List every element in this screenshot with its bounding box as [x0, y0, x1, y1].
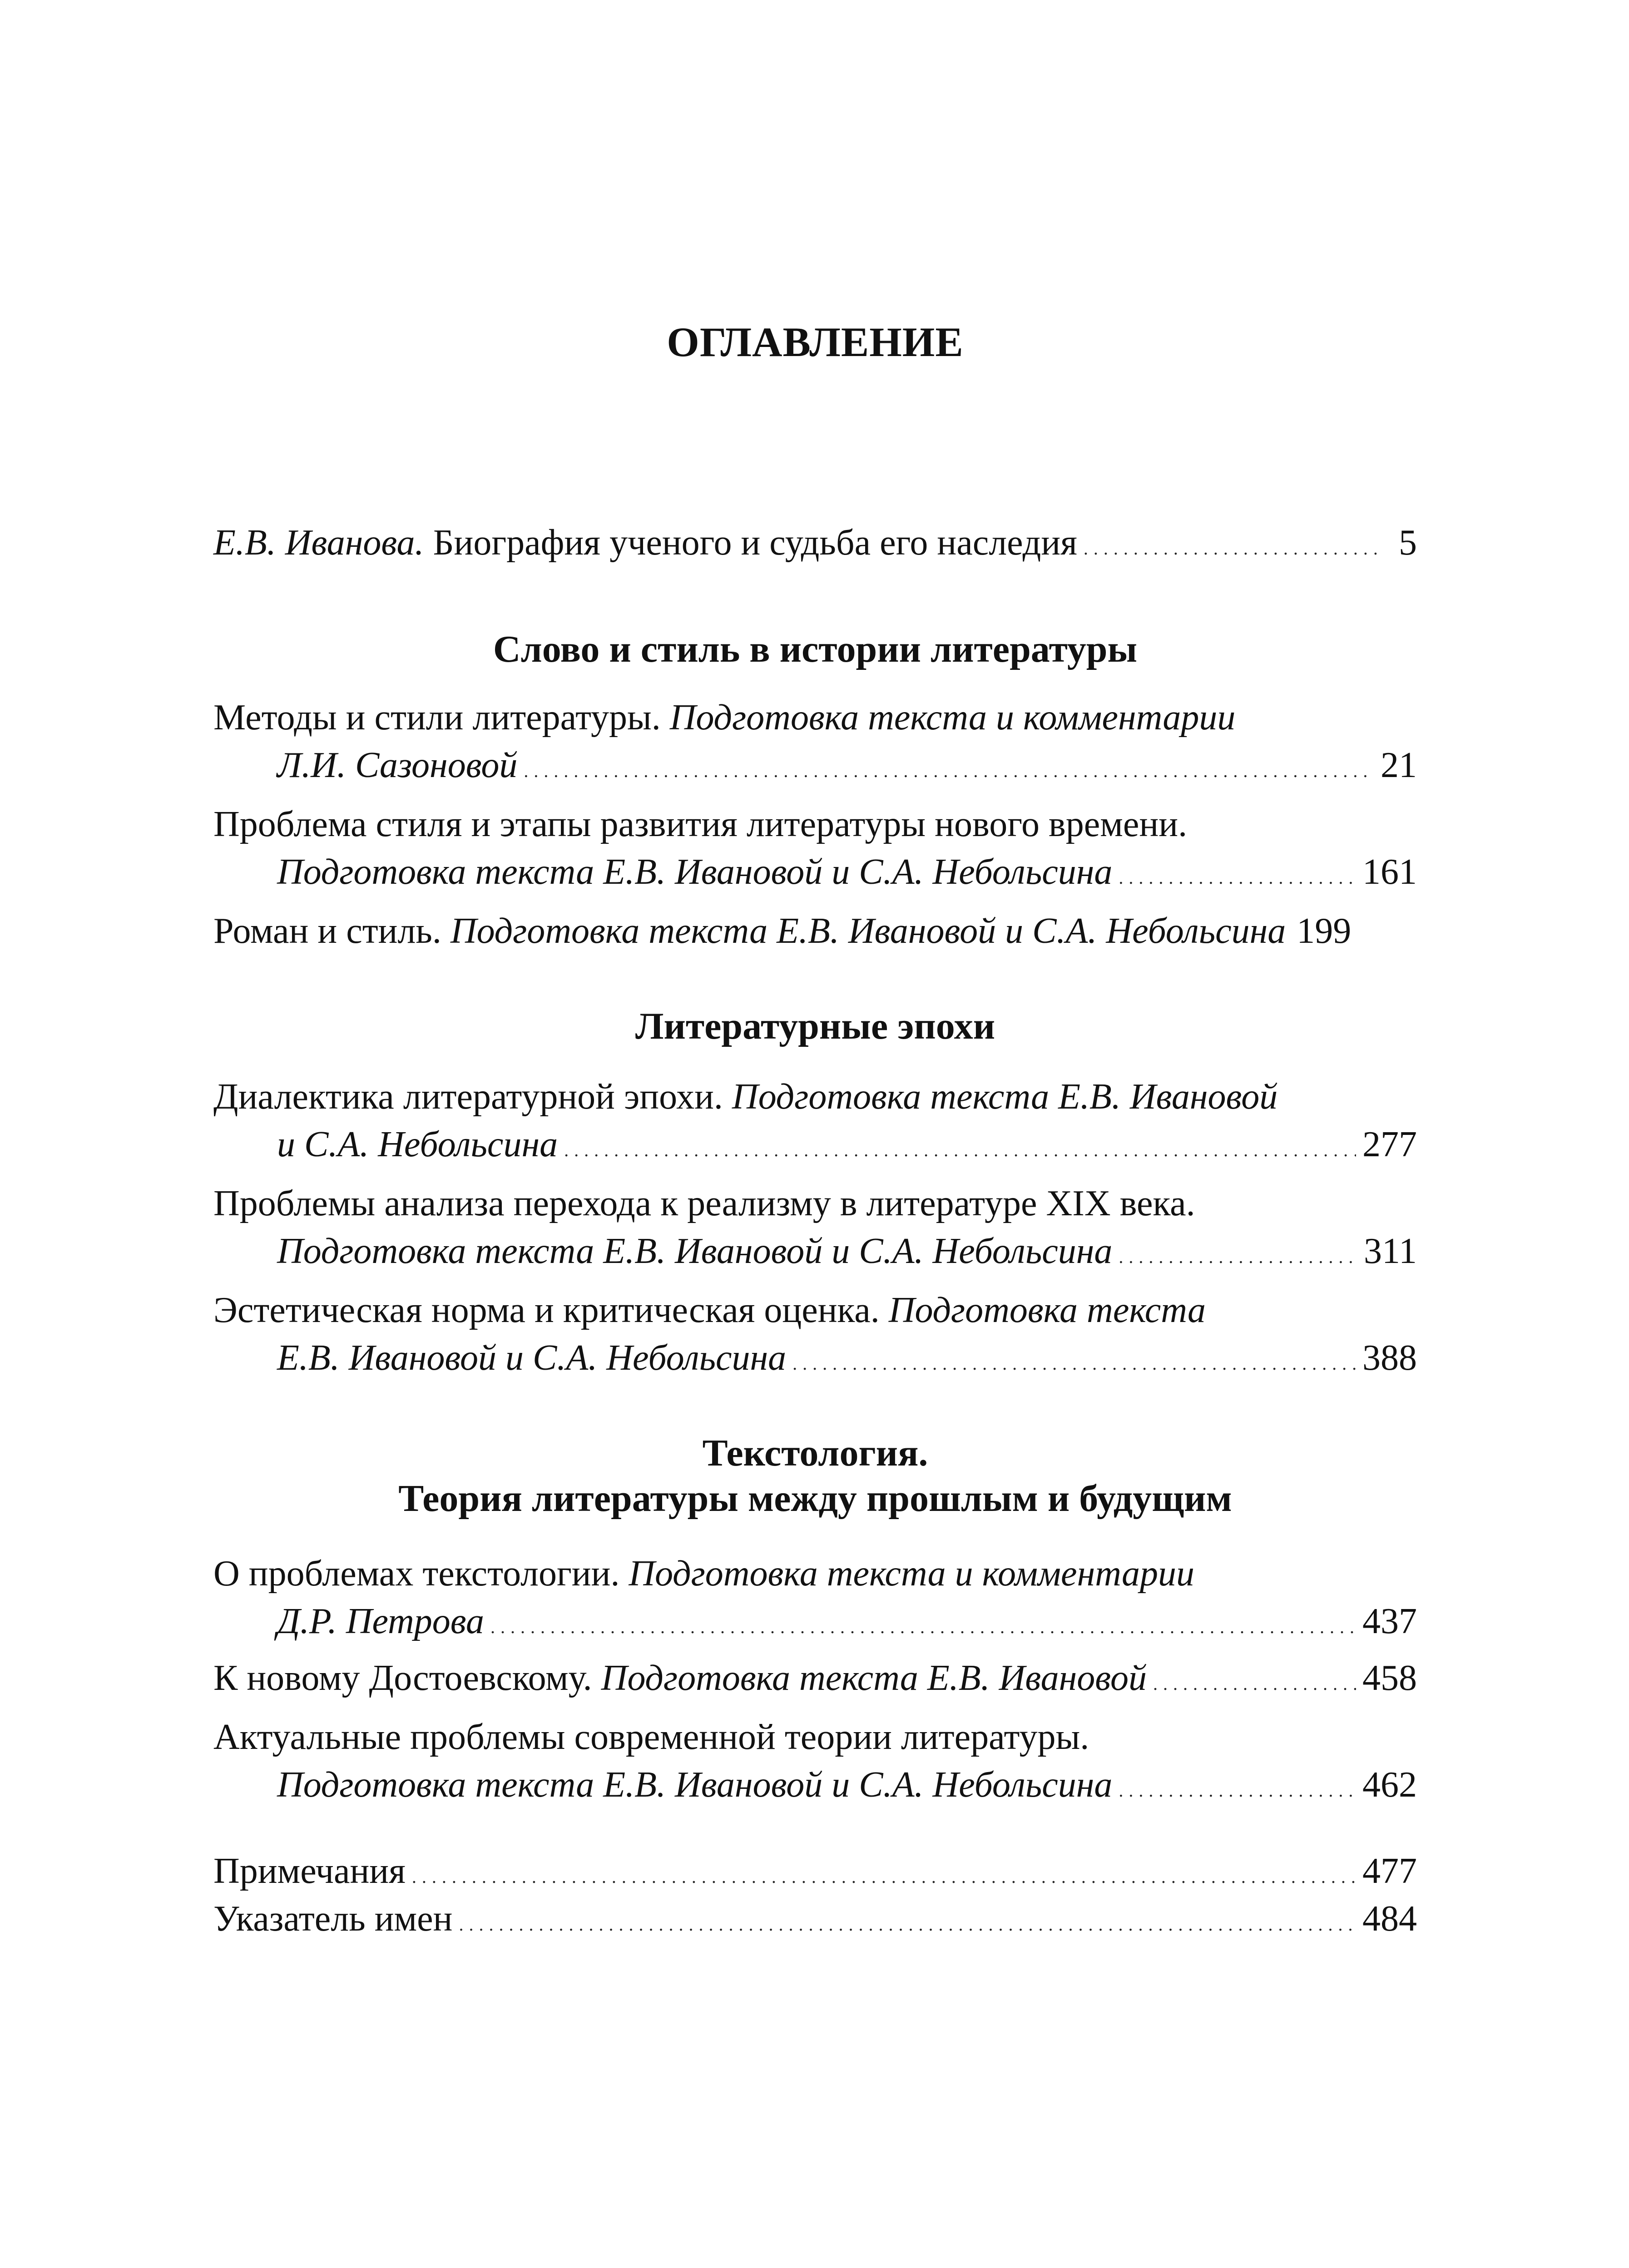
dot-leader — [564, 1119, 1356, 1175]
dot-leader — [1153, 1653, 1356, 1709]
entry-title: Методы и стили литературы. — [213, 698, 661, 738]
dot-leader — [792, 1333, 1356, 1389]
entry-credit: и С.А. Небольсина — [277, 1124, 558, 1164]
toc-entry-line[interactable] — [213, 799, 1417, 849]
section-title: Текстология. — [702, 1432, 928, 1474]
entry-credit: Подготовка текста Е.В. Ивановой — [732, 1077, 1278, 1117]
section-title: Литературные эпохи — [635, 1005, 995, 1047]
toc-entry-line[interactable] — [277, 1760, 1417, 1810]
toc-entry-line[interactable] — [277, 1596, 1417, 1646]
entry-credit: Подготовка текста Е.В. Ивановой — [601, 1658, 1147, 1698]
dot-leader — [1084, 518, 1383, 574]
entry-page: 21 — [1381, 745, 1417, 785]
dot-leader — [1119, 1226, 1357, 1282]
entry-title: Проблема стиля и этапы развития литературы нового времени. — [213, 804, 1188, 844]
entry-page: 462 — [1362, 1765, 1417, 1805]
toc-entry-line[interactable] — [213, 906, 1417, 956]
dot-leader — [1119, 1760, 1356, 1816]
entry-title: Примечания — [213, 1851, 406, 1891]
toc-entry-notes[interactable] — [213, 1846, 1417, 1896]
entry-title: Эстетическая норма и критическая оценка. — [213, 1290, 880, 1330]
entry-title: Актуальные проблемы современной теории литературы. — [213, 1717, 1089, 1757]
dot-leader — [459, 1894, 1356, 1950]
dot-leader — [490, 1596, 1356, 1652]
entry-title: Указатель имен — [213, 1899, 453, 1939]
entry-title: Диалектика литературной эпохи. — [213, 1077, 723, 1117]
entry-page: 277 — [1362, 1124, 1417, 1164]
page-title: ОГЛАВЛЕНИЕ — [667, 319, 964, 365]
entry-credit: Подготовка текста — [888, 1290, 1206, 1330]
entry-page: 161 — [1362, 852, 1417, 892]
entry-page: 5 — [1399, 523, 1417, 563]
toc-entry-index[interactable] — [213, 1894, 1417, 1944]
entry-title: Роман и стиль. — [213, 911, 441, 951]
entry-credit: Подготовка текста и комментарии — [629, 1554, 1194, 1594]
entry-title: Биография ученого и судьба его наследия — [433, 523, 1077, 563]
entry-title: О проблемах текстологии. — [213, 1554, 620, 1594]
entry-credit: Д.Р. Петрова — [277, 1601, 484, 1641]
entry-credit: Л.И. Сазоновой — [277, 745, 518, 785]
toc-entry-line[interactable] — [277, 847, 1417, 897]
entry-credit: Подготовка текста Е.В. Ивановой и С.А. Небольсина — [277, 1765, 1113, 1805]
toc-entry-line[interactable] — [277, 1333, 1417, 1383]
entry-credit: Подготовка текста Е.В. Ивановой и С.А. Небольсина — [450, 911, 1286, 951]
toc-entry-line[interactable] — [213, 693, 1417, 743]
entry-page: 484 — [1362, 1899, 1417, 1939]
section-subtitle: Теория литературы между прошлым и будущим — [398, 1477, 1232, 1520]
dot-leader — [524, 740, 1374, 796]
entry-page: 437 — [1362, 1601, 1417, 1641]
entry-page: 458 — [1362, 1658, 1417, 1698]
entry-page: 199 — [1297, 911, 1352, 951]
section-title: Слово и стиль в истории литературы — [493, 628, 1138, 670]
entry-page: 311 — [1363, 1231, 1417, 1271]
entry-title: Проблемы анализа перехода к реализму в литературе XIX века. — [213, 1184, 1195, 1223]
entry-credit: Подготовка текста Е.В. Ивановой и С.А. Небольсина — [277, 1231, 1113, 1271]
toc-entry-line[interactable] — [213, 1653, 1417, 1703]
toc-entry-line[interactable] — [277, 1119, 1417, 1169]
entry-author: Е.В. Иванова. — [213, 523, 424, 563]
toc-entry-line[interactable] — [213, 1072, 1417, 1122]
toc-entry-line[interactable] — [277, 1226, 1417, 1276]
entry-page: 388 — [1362, 1338, 1417, 1378]
entry-page: 477 — [1362, 1851, 1417, 1891]
entry-credit: Подготовка текста Е.В. Ивановой и С.А. Небольсина — [277, 852, 1113, 892]
toc-entry-intro[interactable] — [213, 518, 1417, 568]
toc-entry-line[interactable] — [213, 1712, 1417, 1762]
entry-credit: Подготовка текста и комментарии — [669, 698, 1236, 738]
toc-entry-line[interactable] — [213, 1549, 1417, 1599]
dot-leader — [1119, 847, 1356, 903]
toc-entry-line[interactable] — [213, 1179, 1417, 1228]
entry-title: К новому Достоевскому. — [213, 1658, 592, 1698]
toc-entry-line[interactable] — [277, 740, 1417, 790]
entry-credit: Е.В. Ивановой и С.А. Небольсина — [277, 1338, 787, 1378]
toc-entry-line[interactable] — [213, 1285, 1417, 1335]
